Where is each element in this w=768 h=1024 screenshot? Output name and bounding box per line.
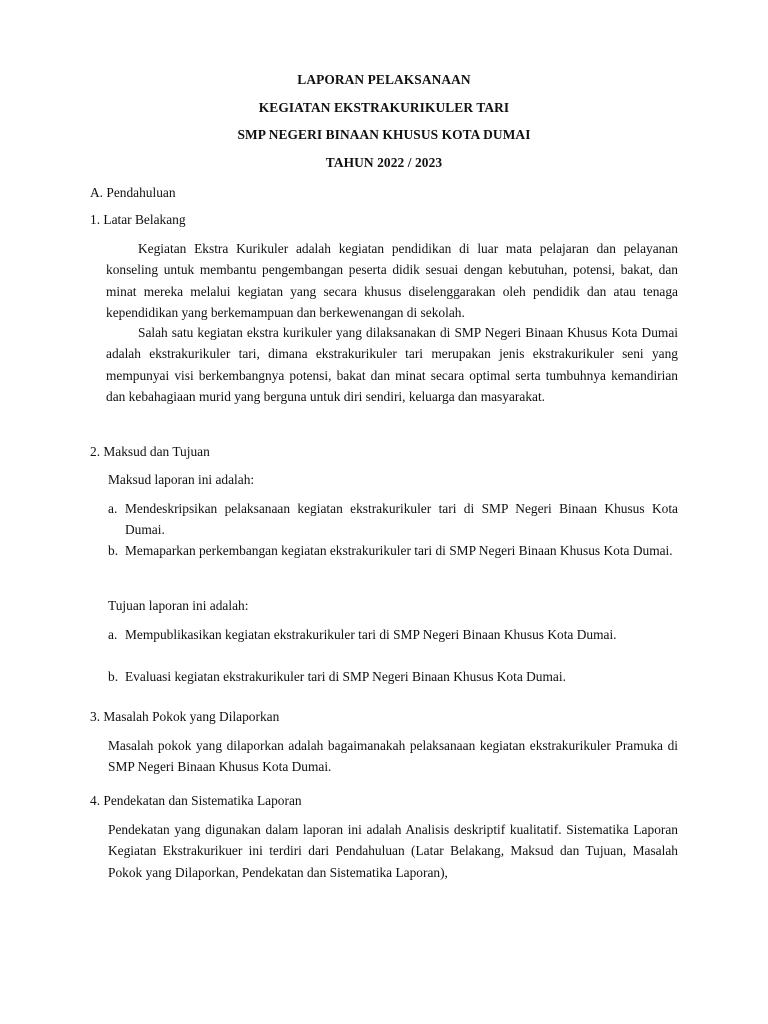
list-text: Memaparkan perkembangan kegiatan ekstrakurikuler tari di SMP Negeri Binaan Khusus Kota Dumai. bbox=[125, 543, 673, 558]
pendekatan-paragraph: Pendekatan yang digunakan dalam laporan ini adalah Analisis deskriptif kualitatif. Sistematika Laporan Kegiatan Ekstrakurikuer ini terdiri dari Pendahuluan (Latar Belakang, Maksud dan Tujuan, Masalah Pokok yang Dilaporkan, Pendekatan dan Sistematika Laporan), bbox=[108, 822, 678, 880]
list-label: a. bbox=[108, 501, 118, 516]
list-text: Mendeskripsikan pelaksanaan kegiatan ekstrakurikuler tari di SMP Negeri Binaan Khusus Kota Dumai. bbox=[125, 501, 678, 538]
tujuan-intro: Tujuan laporan ini adalah: bbox=[108, 598, 249, 613]
tujuan-item-b bbox=[108, 666, 678, 687]
report-title-line-2: KEGIATAN EKSTRAKURIKULER TARI bbox=[258, 99, 510, 115]
masalah-pokok-paragraph: Masalah pokok yang dilaporkan adalah bagaimanakah pelaksanaan kegiatan ekstrakurikuler Pramuka di SMP Negeri Binaan Khusus Kota Dumai. bbox=[108, 738, 678, 775]
list-text: Evaluasi kegiatan ekstrakurikuler tari di SMP Negeri Binaan Khusus Kota Dumai. bbox=[125, 669, 566, 684]
report-title-block bbox=[0, 72, 768, 182]
section-a-heading: A. Pendahuluan bbox=[90, 185, 176, 200]
latar-belakang-paragraph-1: Kegiatan Ekstra Kurikuler adalah kegiatan pendidikan di luar mata pelajaran dan pelayanan konseling untuk membantu pengembangan peserta didik sesuai dengan kebutuhan, potensi, bakat, dan minat mereka melalui kegiatan yang secara khusus diselenggarakan oleh pendidik dan atau tenaga kependidikan yang berkemampuan dan berkewenangan di sekolah. bbox=[106, 241, 678, 321]
masalah-pokok-heading: 3. Masalah Pokok yang Dilaporkan bbox=[90, 709, 280, 724]
latar-belakang-heading: 1. Latar Belakang bbox=[90, 212, 186, 227]
report-title-line-4: TAHUN 2022 / 2023 bbox=[325, 154, 443, 170]
maksud-item-a bbox=[108, 498, 678, 541]
report-title-line-1: LAPORAN PELAKSANAAN bbox=[297, 72, 471, 87]
list-text: Mempublikasikan kegiatan ekstrakurikuler tari di SMP Negeri Binaan Khusus Kota Dumai. bbox=[125, 627, 617, 642]
list-label: b. bbox=[108, 669, 119, 684]
list-label: b. bbox=[108, 543, 119, 558]
latar-belakang-paragraph-2: Salah satu kegiatan ekstra kurikuler yang dilaksanakan di SMP Negeri Binaan Khusus Kota Dumai adalah ekstrakurikuler tari, dimana ekstrakurikuler tari merupakan jenis ekstrakurikuler seni yang mempunyai visi berkembangnya potensi, bakat dan minat secara optimal serta tumbuhnya kemandirian dan kebahagiaan murid yang berguna untuk diri sendiri, keluarga dan masyarakat. bbox=[106, 325, 678, 405]
report-title-line-3: SMP NEGERI BINAAN KHUSUS KOTA DUMAI bbox=[237, 127, 531, 142]
pendekatan-heading: 4. Pendekatan dan Sistematika Laporan bbox=[90, 793, 302, 808]
list-label: a. bbox=[108, 627, 118, 642]
maksud-item-b bbox=[108, 540, 678, 561]
tujuan-item-a bbox=[108, 624, 678, 645]
maksud-intro: Maksud laporan ini adalah: bbox=[108, 472, 255, 487]
maksud-tujuan-heading: 2. Maksud dan Tujuan bbox=[90, 444, 210, 459]
